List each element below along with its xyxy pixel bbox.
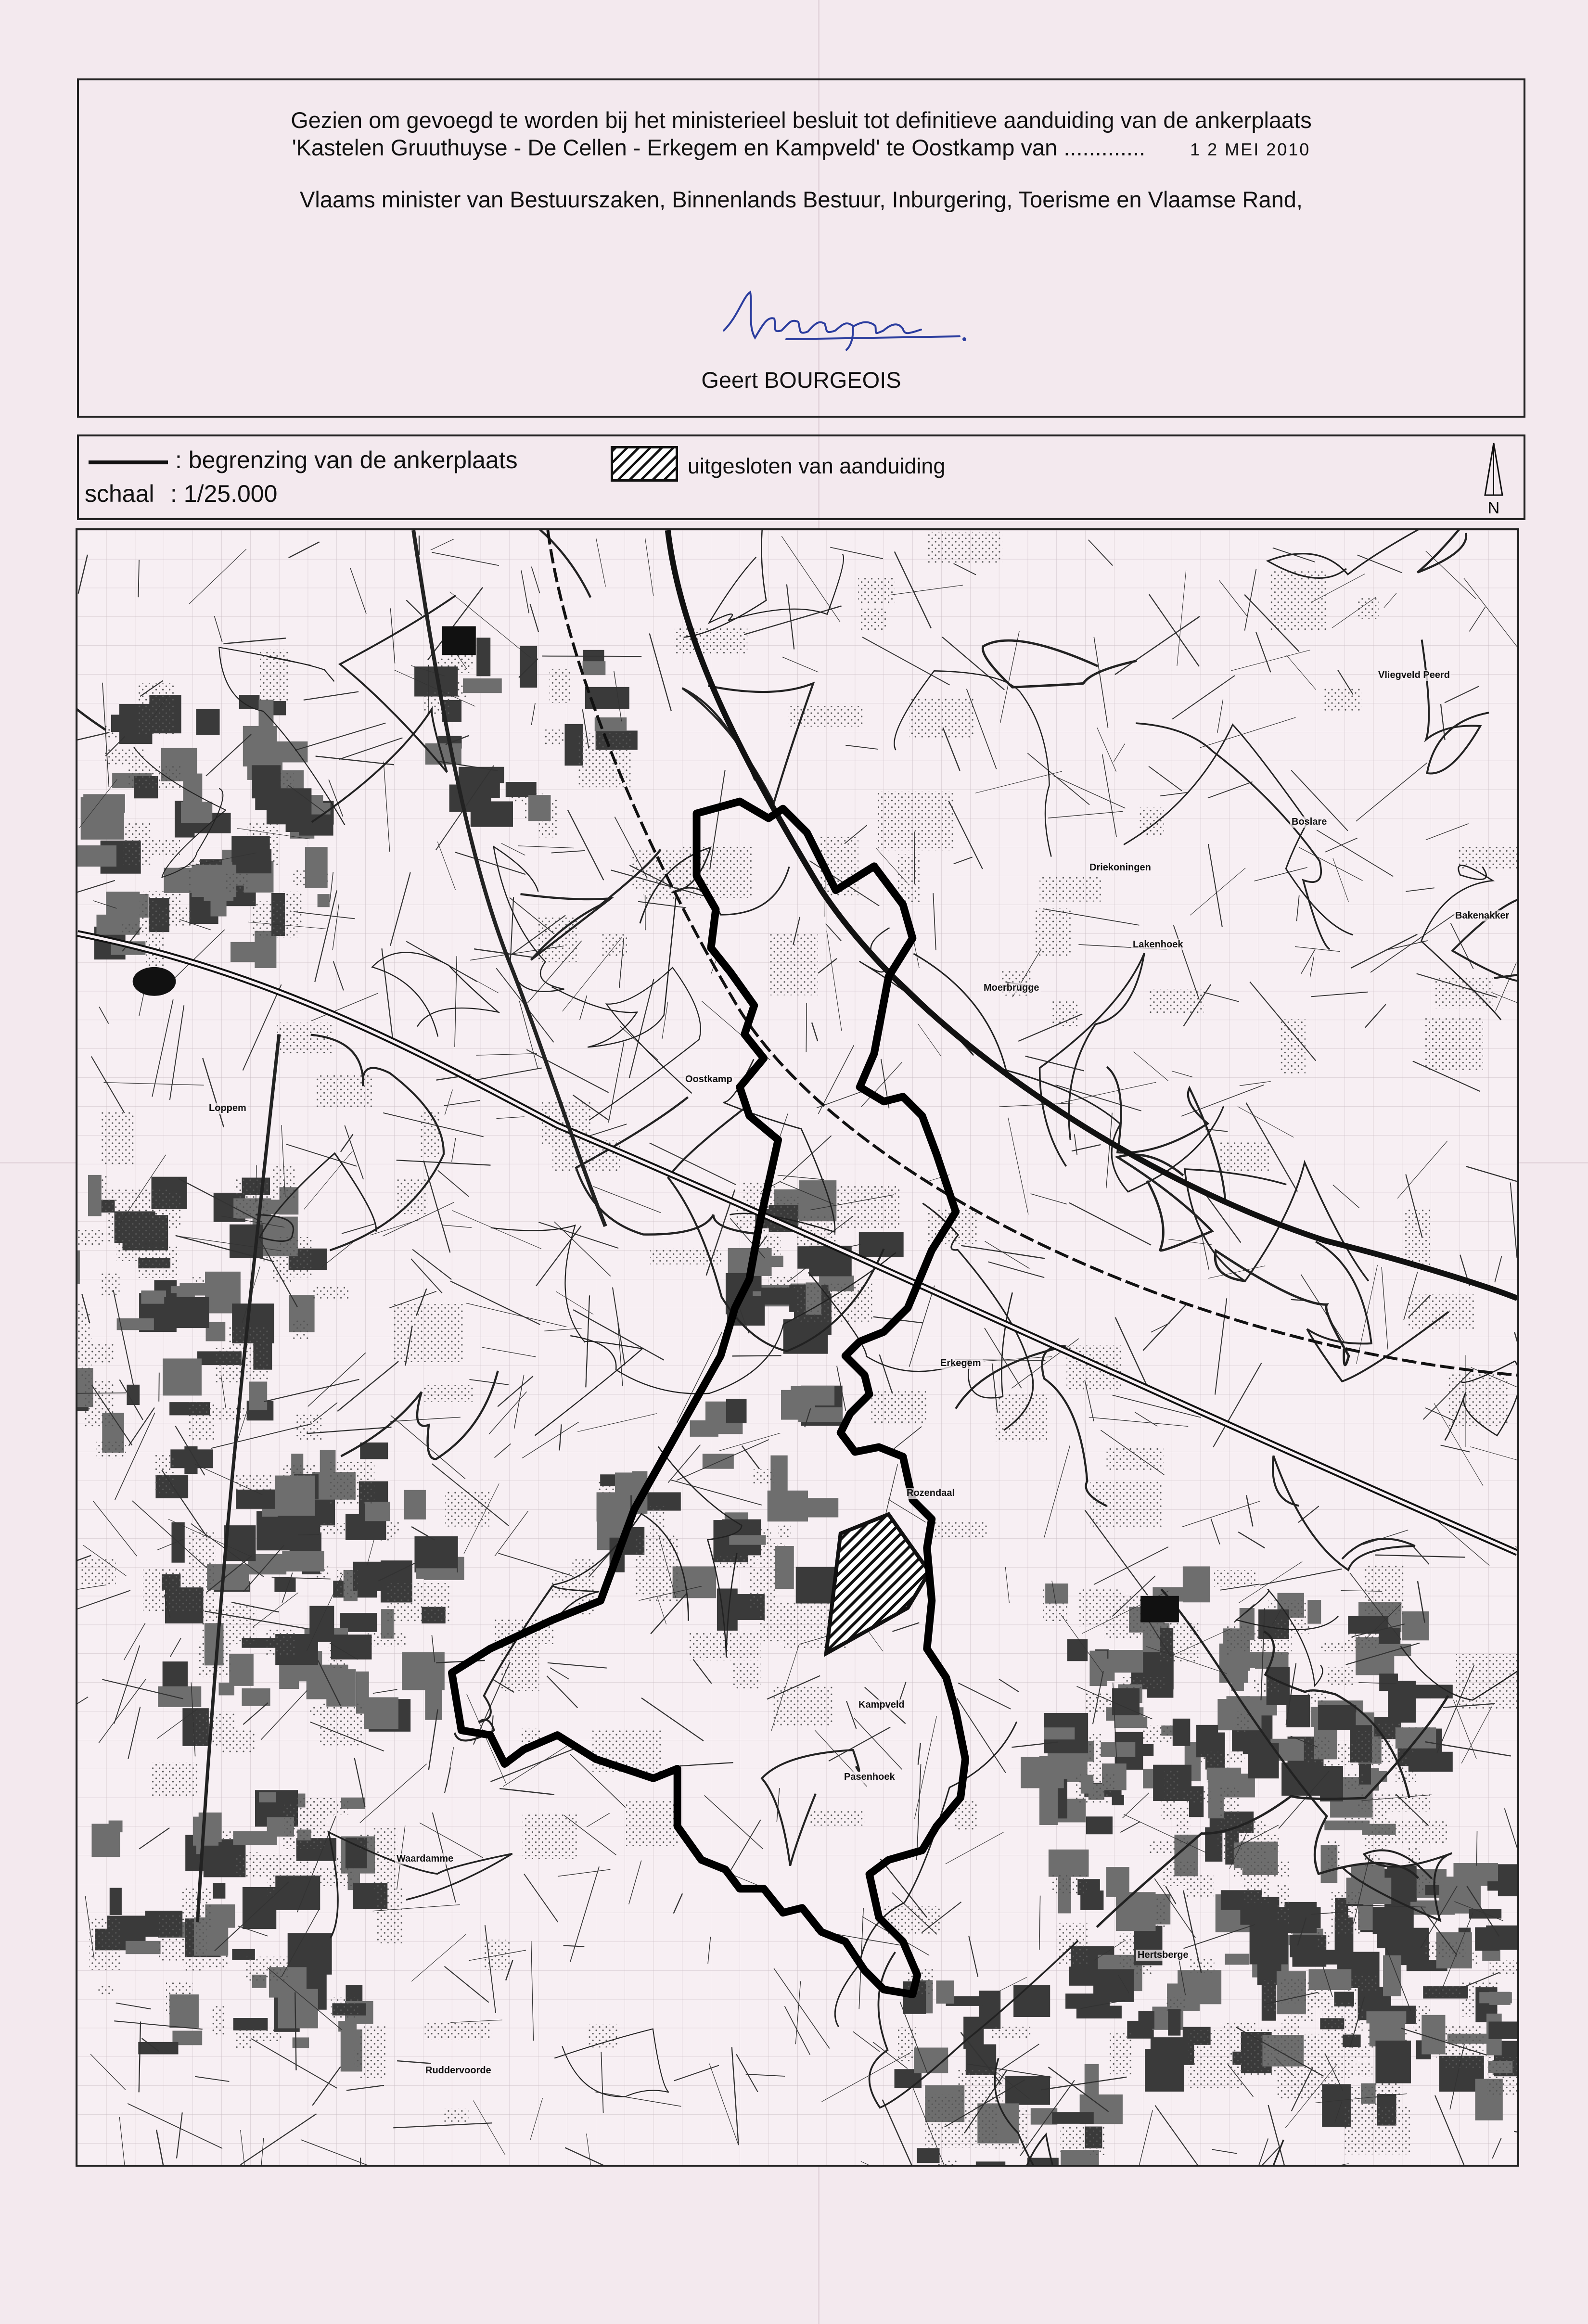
field-boundary — [298, 1534, 319, 1535]
meadow-parcel — [871, 1394, 926, 1425]
woodland-parcel — [205, 1623, 224, 1665]
woodland-parcel — [368, 1633, 406, 1647]
woodland-parcel — [1322, 2001, 1356, 2037]
signature — [709, 282, 1056, 355]
woodland-parcel — [163, 1358, 202, 1395]
woodland-parcel — [253, 901, 297, 937]
meadow-parcel — [1234, 1839, 1254, 1877]
place-label-moerbrugge: Moerbrugge — [982, 983, 1041, 994]
woodland-parcel — [77, 845, 116, 867]
woodland-parcel — [506, 782, 537, 797]
woodland-parcel — [267, 788, 311, 824]
meadow-parcel — [500, 1642, 539, 1691]
woodland-parcel — [232, 849, 271, 873]
decree-line-2 — [79, 134, 1524, 163]
meadow-parcel — [809, 1810, 864, 1826]
woodland-parcel — [1168, 2009, 1180, 2036]
woodland-parcel — [460, 777, 500, 798]
woodland-parcel — [963, 2017, 984, 2049]
meadow-parcel — [635, 1534, 679, 1596]
woodland-parcel — [1186, 1875, 1214, 1898]
field-boundary — [360, 2158, 361, 2165]
woodland-parcel — [154, 907, 192, 926]
place-label-vliegveld: Vliegveld Peerd — [1377, 670, 1451, 681]
meadow-parcel — [1220, 1142, 1271, 1171]
meadow-parcel — [81, 1558, 115, 1586]
field-boundary — [1476, 1831, 1477, 1865]
meadow-parcel — [523, 1814, 577, 1859]
woodland-parcel — [1101, 1742, 1136, 1757]
place-label-hertsberge: Hertsberge — [1136, 1950, 1190, 1961]
woodland-parcel — [778, 1524, 791, 1537]
meadow-parcel — [1148, 989, 1204, 1013]
meadow-parcel — [420, 1111, 439, 1157]
boundary-line-symbol — [89, 460, 168, 464]
woodland-parcel — [266, 1628, 296, 1655]
woodland-parcel — [91, 1824, 120, 1857]
woodland-parcel — [1165, 1771, 1179, 1804]
woodland-parcel — [1225, 1954, 1250, 1965]
woodland-parcel — [550, 669, 570, 703]
woodland-parcel — [463, 678, 502, 693]
woodland-parcel — [135, 839, 180, 856]
meadow-parcel — [996, 1393, 1049, 1442]
meadow-parcel — [1238, 2054, 1278, 2075]
woodland-parcel — [154, 1455, 174, 1493]
boundary-legend-label: : begrenzing van de ankerplaats — [175, 447, 518, 473]
scale-value: : 1/25.000 — [170, 480, 278, 507]
meadow-parcel — [312, 1286, 349, 1301]
woodland-parcel — [520, 646, 537, 688]
woodland-parcel — [1366, 2011, 1406, 2023]
meadow-parcel — [108, 1189, 167, 1242]
field-boundary — [542, 656, 642, 657]
woodland-parcel — [326, 1669, 356, 1707]
place-label-pasenhoek: Pasenhoek — [843, 1772, 896, 1783]
woodland-parcel — [1013, 1985, 1050, 2017]
meadow-parcel — [1447, 1374, 1509, 1426]
woodland-parcel — [141, 1290, 166, 1304]
woodland-parcel — [1173, 1719, 1190, 1746]
meadow-parcel — [1110, 2033, 1132, 2074]
meadow-parcel — [1034, 908, 1070, 956]
woodland-parcel — [1388, 1681, 1416, 1723]
woodland-parcel — [1321, 1642, 1356, 1653]
woodland-parcel — [1309, 1969, 1352, 1990]
meadow-parcel — [935, 1520, 988, 1538]
woodland-parcel — [275, 1476, 315, 1516]
woodland-parcel — [1402, 1611, 1429, 1640]
woodland-parcel — [338, 2021, 357, 2031]
meadow-parcel — [138, 683, 176, 736]
place-label-loppem: Loppem — [207, 1103, 248, 1114]
meadow-parcel — [1363, 1565, 1405, 1615]
meadow-parcel — [425, 2021, 491, 2040]
woodland-parcel — [1439, 1877, 1481, 1914]
meadow-parcel — [229, 1327, 269, 1380]
header-box — [77, 78, 1525, 418]
meadow-parcel — [375, 1887, 402, 1943]
meadow-parcel — [1431, 1021, 1460, 1069]
place-label-bakenakker: Bakenakker — [1454, 910, 1511, 921]
woodland-parcel — [219, 1683, 234, 1695]
place-label-waardamme: Waardamme — [395, 1853, 455, 1864]
woodland-parcel — [1388, 1644, 1411, 1656]
field-boundary — [732, 1355, 781, 1356]
woodland-parcel — [293, 2037, 309, 2048]
woodland-parcel — [1276, 1885, 1289, 1928]
woodland-parcel — [275, 1876, 320, 1910]
meadow-parcel — [1358, 597, 1379, 619]
meadow-parcel — [1456, 1654, 1517, 1709]
woodland-parcel — [1249, 1861, 1289, 1877]
woodland-parcel — [278, 1237, 312, 1277]
place-label-ruddervoorde: Ruddervoorde — [424, 2065, 493, 2076]
woodland-parcel — [1201, 1752, 1244, 1764]
woodland-parcel — [229, 1654, 254, 1686]
decree-line-1: Gezien om gevoegd te worden bij het ministerieel besluit tot definitieve aanduiding van de ankerplaats — [291, 107, 1312, 133]
meadow-parcel — [626, 1800, 678, 1846]
meadow-parcel — [1345, 2106, 1410, 2155]
woodland-parcel — [1488, 2021, 1517, 2039]
woodland-parcel — [1327, 1840, 1340, 1871]
meadow-parcel — [858, 577, 895, 605]
woodland-parcel — [1045, 1583, 1068, 1604]
meadow-parcel — [1158, 1622, 1200, 1661]
field-boundary — [806, 1003, 807, 1052]
place-label-lakenhoek: Lakenhoek — [1131, 939, 1184, 950]
signer-name: Geert BOURGEOIS — [701, 367, 901, 393]
woodland-parcel — [1490, 1960, 1517, 1975]
woodland-parcel — [236, 1474, 273, 1490]
woodland-parcel — [1409, 1752, 1453, 1772]
woodland-parcel — [158, 1686, 201, 1707]
woodland-parcel — [1061, 2150, 1090, 2165]
woodland-parcel — [1373, 1907, 1412, 1932]
woodland-parcel — [169, 1994, 199, 2028]
woodland-parcel — [1112, 1688, 1140, 1715]
woodland-parcel — [1356, 2063, 1372, 2077]
meadow-parcel — [1338, 1742, 1380, 1765]
woodland-parcel — [1190, 1958, 1214, 1973]
woodland-parcel — [1175, 1806, 1190, 1844]
woodland-parcel — [1347, 1974, 1376, 1992]
woodland-parcel — [1423, 1941, 1466, 1958]
meadow-parcel — [1280, 1019, 1306, 1073]
scale-label: schaal — [85, 480, 154, 507]
woodland-parcel — [717, 1557, 756, 1570]
woodland-parcel — [330, 1462, 375, 1504]
woodland-parcel — [1143, 1725, 1173, 1742]
meadow-parcel — [928, 532, 1002, 564]
meadow-parcel — [1052, 1000, 1078, 1026]
woodland-parcel — [1410, 1685, 1453, 1698]
woodland-parcel — [1207, 1768, 1241, 1780]
meadow-parcel — [234, 1855, 297, 1878]
woodland-parcel — [318, 894, 330, 907]
place-label-rozendaal: Rozendaal — [905, 1488, 956, 1499]
woodland-parcel — [331, 1997, 359, 2018]
meadow-parcel — [316, 1075, 373, 1108]
meadow-parcel — [89, 1917, 120, 1970]
meadow-parcel — [85, 1381, 114, 1428]
meadow-parcel — [396, 1179, 427, 1214]
meadow-parcel — [1051, 1874, 1087, 1895]
woodland-parcel — [1487, 2057, 1517, 2094]
woodland-parcel — [528, 795, 551, 821]
woodland-parcel — [753, 1469, 773, 1484]
woodland-parcel — [1387, 1865, 1417, 1902]
place-label-driekoningen: Driekoningen — [1088, 862, 1153, 873]
woodland-parcel — [1307, 1600, 1321, 1624]
meadow-parcel — [643, 860, 688, 899]
woodland-parcel — [1086, 1816, 1113, 1834]
woodland-parcel — [77, 1251, 80, 1284]
woodland-parcel — [97, 1984, 115, 1994]
woodland-parcel — [249, 1381, 268, 1410]
meadow-parcel — [1323, 688, 1361, 711]
meadow-parcel — [1357, 1794, 1430, 1812]
woodland-parcel — [726, 1399, 747, 1423]
meadow-parcel — [1404, 1209, 1432, 1267]
meadow-parcel — [878, 791, 954, 850]
woodland-parcel — [416, 1568, 457, 1579]
woodland-parcel — [1049, 1850, 1089, 1877]
meadow-parcel — [337, 1570, 358, 1599]
meadow-parcel — [1371, 1820, 1448, 1844]
woodland-parcel — [1320, 1766, 1343, 1801]
meadow-parcel — [588, 2024, 619, 2047]
woodland-parcel — [1231, 1649, 1244, 1691]
dark-block — [1140, 1596, 1179, 1622]
woodland-parcel — [164, 868, 192, 893]
meadow-parcel — [674, 628, 747, 655]
meadow-parcel — [1107, 1447, 1164, 1470]
woodland-parcel — [1375, 2041, 1411, 2083]
woodland-parcel — [936, 1980, 954, 2004]
meadow-parcel — [1270, 571, 1326, 631]
meadow-parcel — [393, 1304, 462, 1362]
meadow-parcel — [424, 1385, 473, 1402]
woodland-parcel — [282, 1551, 324, 1571]
meadow-parcel — [909, 697, 974, 738]
woodland-parcel — [100, 1272, 119, 1296]
woodland-parcel — [77, 1230, 103, 1246]
meadow-parcel — [277, 1022, 332, 1054]
woodland-parcel — [1243, 1652, 1289, 1668]
woodland-parcel — [1445, 2033, 1483, 2069]
woodland-parcel — [259, 1792, 276, 1802]
topographic-map[interactable] — [76, 528, 1519, 2167]
woodland-parcel — [1235, 1711, 1250, 1733]
north-arrow-icon — [1479, 441, 1508, 518]
woodland-parcel — [1116, 1892, 1156, 1931]
north-letter: N — [1487, 499, 1500, 517]
woodland-parcel — [1044, 1727, 1075, 1739]
woodland-parcel — [1145, 2049, 1184, 2092]
woodland-parcel — [476, 638, 490, 676]
date-stamp: 1 2 MEI 2010 — [1190, 140, 1311, 159]
dark-block — [442, 626, 476, 655]
woodland-parcel — [88, 1175, 102, 1216]
place-label-oostkamp: Oostkamp — [684, 1074, 734, 1085]
woodland-parcel — [233, 2018, 268, 2030]
map-canvas — [77, 530, 1517, 2165]
meadow-parcel — [732, 1663, 760, 1688]
decree-title: 'Kastelen Gruuthuyse - De Cellen - Erkegem en Kampveld' te Oostkamp van ............. — [292, 135, 1146, 160]
woodland-parcel — [365, 1502, 390, 1521]
woodland-parcel — [360, 1443, 388, 1459]
woodland-parcel — [1214, 1570, 1255, 1586]
woodland-parcel — [1139, 2011, 1154, 2029]
woodland-parcel — [1489, 1992, 1511, 2005]
woodland-parcel — [404, 1490, 426, 1520]
woodland-parcel — [1067, 1639, 1088, 1661]
excluded-legend-label: uitgesloten van aanduiding — [688, 454, 946, 478]
legend-box — [77, 434, 1525, 520]
woodland-parcel — [211, 2005, 225, 2035]
meadow-parcel — [152, 1762, 197, 1797]
woodland-parcel — [110, 1888, 122, 1915]
woodland-parcel — [917, 2148, 940, 2163]
woodland-parcel — [1039, 1756, 1072, 1779]
meadow-parcel — [1039, 877, 1101, 901]
woodland-parcel — [1081, 1775, 1093, 1794]
woodland-parcel — [213, 1883, 225, 1899]
woodland-parcel — [364, 1697, 398, 1729]
woodland-parcel — [293, 1319, 309, 1340]
woodland-parcel — [181, 802, 212, 823]
woodland-parcel — [1425, 1885, 1439, 1895]
pond — [133, 967, 176, 996]
woodland-parcel — [81, 797, 124, 840]
woodland-parcel — [1052, 2112, 1094, 2124]
woodland-parcel — [1422, 2015, 1445, 2055]
woodland-parcel — [242, 1688, 270, 1706]
woodland-parcel — [1183, 1566, 1210, 1602]
woodland-parcel — [179, 1283, 205, 1295]
woodland-parcel — [423, 690, 451, 716]
woodland-parcel — [1348, 1616, 1388, 1634]
meadow-parcel — [443, 2108, 468, 2123]
meadow-parcel — [96, 1441, 126, 1458]
woodland-parcel — [1328, 1668, 1355, 1686]
meadow-parcel — [245, 1957, 287, 1981]
meadow-parcel — [681, 846, 752, 898]
woodland-parcel — [117, 1318, 154, 1330]
woodland-parcel — [1122, 1677, 1165, 1689]
woodland-parcel — [1275, 1620, 1292, 1655]
woodland-parcel — [295, 1415, 323, 1441]
woodland-parcel — [1149, 1841, 1175, 1854]
woodland-parcel — [768, 1491, 808, 1521]
woodland-parcel — [425, 1685, 442, 1720]
woodland-parcel — [164, 1297, 209, 1328]
meadow-parcel — [128, 766, 180, 788]
place-label-erkegem: Erkegem — [939, 1358, 983, 1369]
meadow-parcel — [359, 2026, 386, 2080]
woodland-parcel — [1250, 1922, 1288, 1964]
woodland-parcel — [1219, 1786, 1239, 1822]
meadow-parcel — [1408, 1294, 1475, 1329]
woodland-parcel — [1057, 1923, 1088, 1964]
woodland-parcel — [106, 892, 140, 924]
meadow-parcel — [143, 1568, 216, 1611]
woodland-parcel — [615, 1472, 633, 1495]
woodland-parcel — [137, 1246, 179, 1278]
meadow-parcel — [860, 609, 886, 631]
meadow-parcel — [387, 1583, 449, 1622]
woodland-parcel — [208, 1407, 249, 1420]
meadow-parcel — [193, 1712, 235, 1746]
meadow-parcel — [773, 1686, 832, 1726]
meadow-parcel — [101, 1111, 134, 1166]
woodland-parcel — [729, 1535, 766, 1545]
field-boundary — [428, 665, 429, 715]
woodland-parcel — [305, 847, 328, 888]
meadow-parcel — [226, 872, 248, 893]
woodland-parcel — [235, 2032, 253, 2048]
woodland-parcel — [138, 2042, 178, 2055]
woodland-parcel — [673, 1566, 717, 1598]
woodland-parcel — [414, 1536, 458, 1572]
woodland-parcel — [196, 709, 220, 735]
woodland-parcel — [791, 1386, 834, 1405]
woodland-parcel — [297, 1798, 334, 1816]
woodland-parcel — [690, 1420, 718, 1437]
meadow-parcel — [159, 1914, 207, 1961]
woodland-parcel — [583, 661, 606, 675]
woodland-parcel — [126, 1941, 161, 1954]
meadow-parcel — [551, 1573, 576, 1598]
place-label-boslare: Boslare — [1290, 817, 1328, 828]
woodland-parcel — [798, 1407, 843, 1422]
excluded-hatch-symbol — [611, 446, 678, 482]
woodland-parcel — [310, 1705, 342, 1715]
woodland-parcel — [1358, 1902, 1373, 1930]
woodland-parcel — [1383, 1955, 1401, 1996]
woodland-parcel — [1005, 2076, 1050, 2105]
meadow-parcel — [445, 1490, 489, 1527]
meadow-parcel — [1283, 2034, 1340, 2085]
woodland-parcel — [79, 1338, 92, 1380]
woodland-parcel — [1182, 1790, 1211, 1803]
woodland-parcel — [274, 1578, 295, 1592]
meadow-parcel — [1188, 2030, 1242, 2089]
place-label-kampveld: Kampveld — [857, 1699, 906, 1711]
woodland-parcel — [170, 1449, 213, 1468]
woodland-parcel — [976, 2161, 1005, 2165]
woodland-parcel — [1243, 1734, 1257, 1754]
woodland-parcel — [1453, 1863, 1498, 1881]
woodland-parcel — [1089, 1651, 1107, 1686]
woodland-parcel — [1396, 1727, 1436, 1749]
woodland-parcel — [1069, 1966, 1096, 1986]
woodland-parcel — [990, 2027, 1031, 2039]
woodland-parcel — [1290, 1935, 1317, 1957]
woodland-parcel — [1039, 1783, 1058, 1825]
meadow-parcel — [796, 1282, 872, 1322]
minister-title: Vlaams minister van Bestuurszaken, Binnenlands Bestuur, Inburgering, Toerisme en Vlaamse Rand, — [300, 187, 1303, 212]
woodland-parcel — [775, 1546, 794, 1589]
woodland-parcel — [1065, 1993, 1110, 2008]
